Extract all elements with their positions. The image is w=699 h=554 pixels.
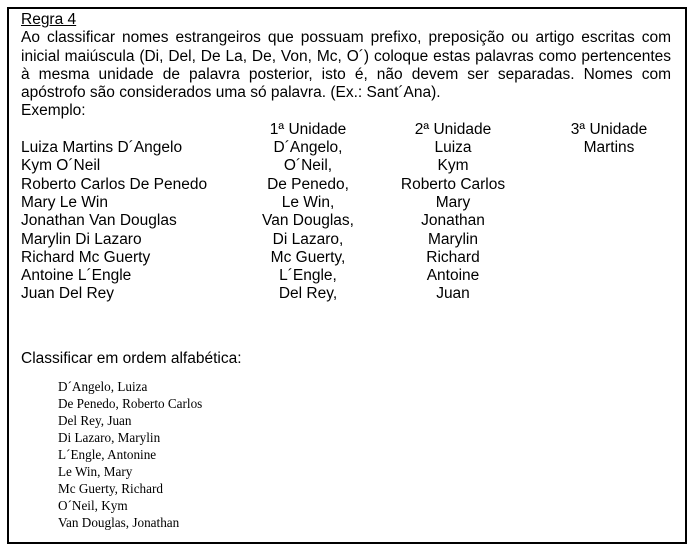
example-table (21, 121, 671, 304)
row-unit-1: D´Angelo, (273, 139, 343, 157)
list-item: Di Lazaro, Marylin (58, 430, 161, 445)
list-item: D´Angelo, Luiza (58, 379, 148, 394)
table-header-row (21, 121, 671, 139)
table-row (21, 194, 671, 212)
list-item: De Penedo, Roberto Carlos (58, 396, 203, 411)
row-name: Kym O´Neil (21, 157, 101, 175)
list-item: Del Rey, Juan (58, 413, 132, 428)
row-name: Luiza Martins D´Angelo (21, 139, 183, 157)
row-unit-1: Mc Guerty, (270, 248, 346, 266)
table-row (21, 212, 671, 230)
table-body (21, 139, 671, 304)
rule-paragraph: Ao classificar nomes estrangeiros que possuam prefixo, preposição ou artigo escritas com inicial maiúscula (Di, Del, De La, De, Von, Mc, O´) coloque estas palavras como pertencentes à mesma unidade de palavra posterior, isto é, não devem ser separadas. Nomes com apóstrofo são considerados uma só palavra. (Ex.: Sant´Ana). (21, 29, 671, 102)
table-row (21, 139, 671, 157)
row-name: Richard Mc Guerty (21, 248, 151, 266)
row-unit-1: O´Neil, (283, 157, 333, 175)
table-row (21, 176, 671, 194)
rule-title: Regra 4 (21, 11, 77, 28)
row-unit-1: Van Douglas, (262, 212, 354, 230)
header-unit-2: 2ª Unidade (414, 120, 492, 138)
row-unit-1: Del Rey, (278, 285, 338, 303)
table-row (21, 231, 671, 249)
row-unit-2: Mary (435, 193, 471, 211)
header-unit-1: 1ª Unidade (269, 120, 347, 138)
row-unit-2: Kym (437, 157, 469, 175)
rule-section (21, 11, 671, 304)
table-row (21, 249, 671, 267)
list-item: Le Win, Mary (58, 464, 133, 479)
list-item: Van Douglas, Jonathan (58, 515, 180, 530)
example-label: Exemplo: (21, 102, 86, 120)
row-name: Jonathan Van Douglas (21, 212, 177, 230)
row-unit-1: De Penedo, (267, 175, 349, 193)
classify-label: Classificar em ordem alfabética: (21, 350, 242, 367)
row-unit-2: Roberto Carlos (400, 175, 506, 193)
row-unit-2: Luiza (434, 139, 472, 157)
header-unit-3: 3ª Unidade (570, 120, 648, 138)
row-name: Mary Le Win (21, 193, 108, 211)
row-unit-2: Jonathan (421, 212, 485, 230)
table-row (21, 157, 671, 175)
row-name: Antoine L´Engle (21, 267, 132, 285)
row-name: Roberto Carlos De Penedo (21, 175, 208, 193)
row-name: Marylin Di Lazaro (21, 230, 142, 248)
row-unit-2: Richard (426, 248, 480, 266)
row-unit-2: Juan (436, 285, 470, 303)
row-unit-1: L´Engle, (279, 267, 337, 285)
row-unit-2: Antoine (426, 267, 480, 285)
list-item: Mc Guerty, Richard (58, 481, 163, 496)
table-row (21, 285, 671, 303)
row-unit-1: Le Win, (281, 193, 335, 211)
row-name: Juan Del Rey (21, 285, 115, 303)
table-row (21, 267, 671, 285)
list-item: L´Engle, Antonine (58, 447, 157, 462)
sorted-list (58, 378, 202, 531)
list-item: O´Neil, Kym (58, 498, 128, 513)
row-unit-1: Di Lazaro, (272, 230, 344, 248)
row-unit-3: Martins (583, 139, 635, 157)
row-unit-2: Marylin (428, 230, 478, 248)
